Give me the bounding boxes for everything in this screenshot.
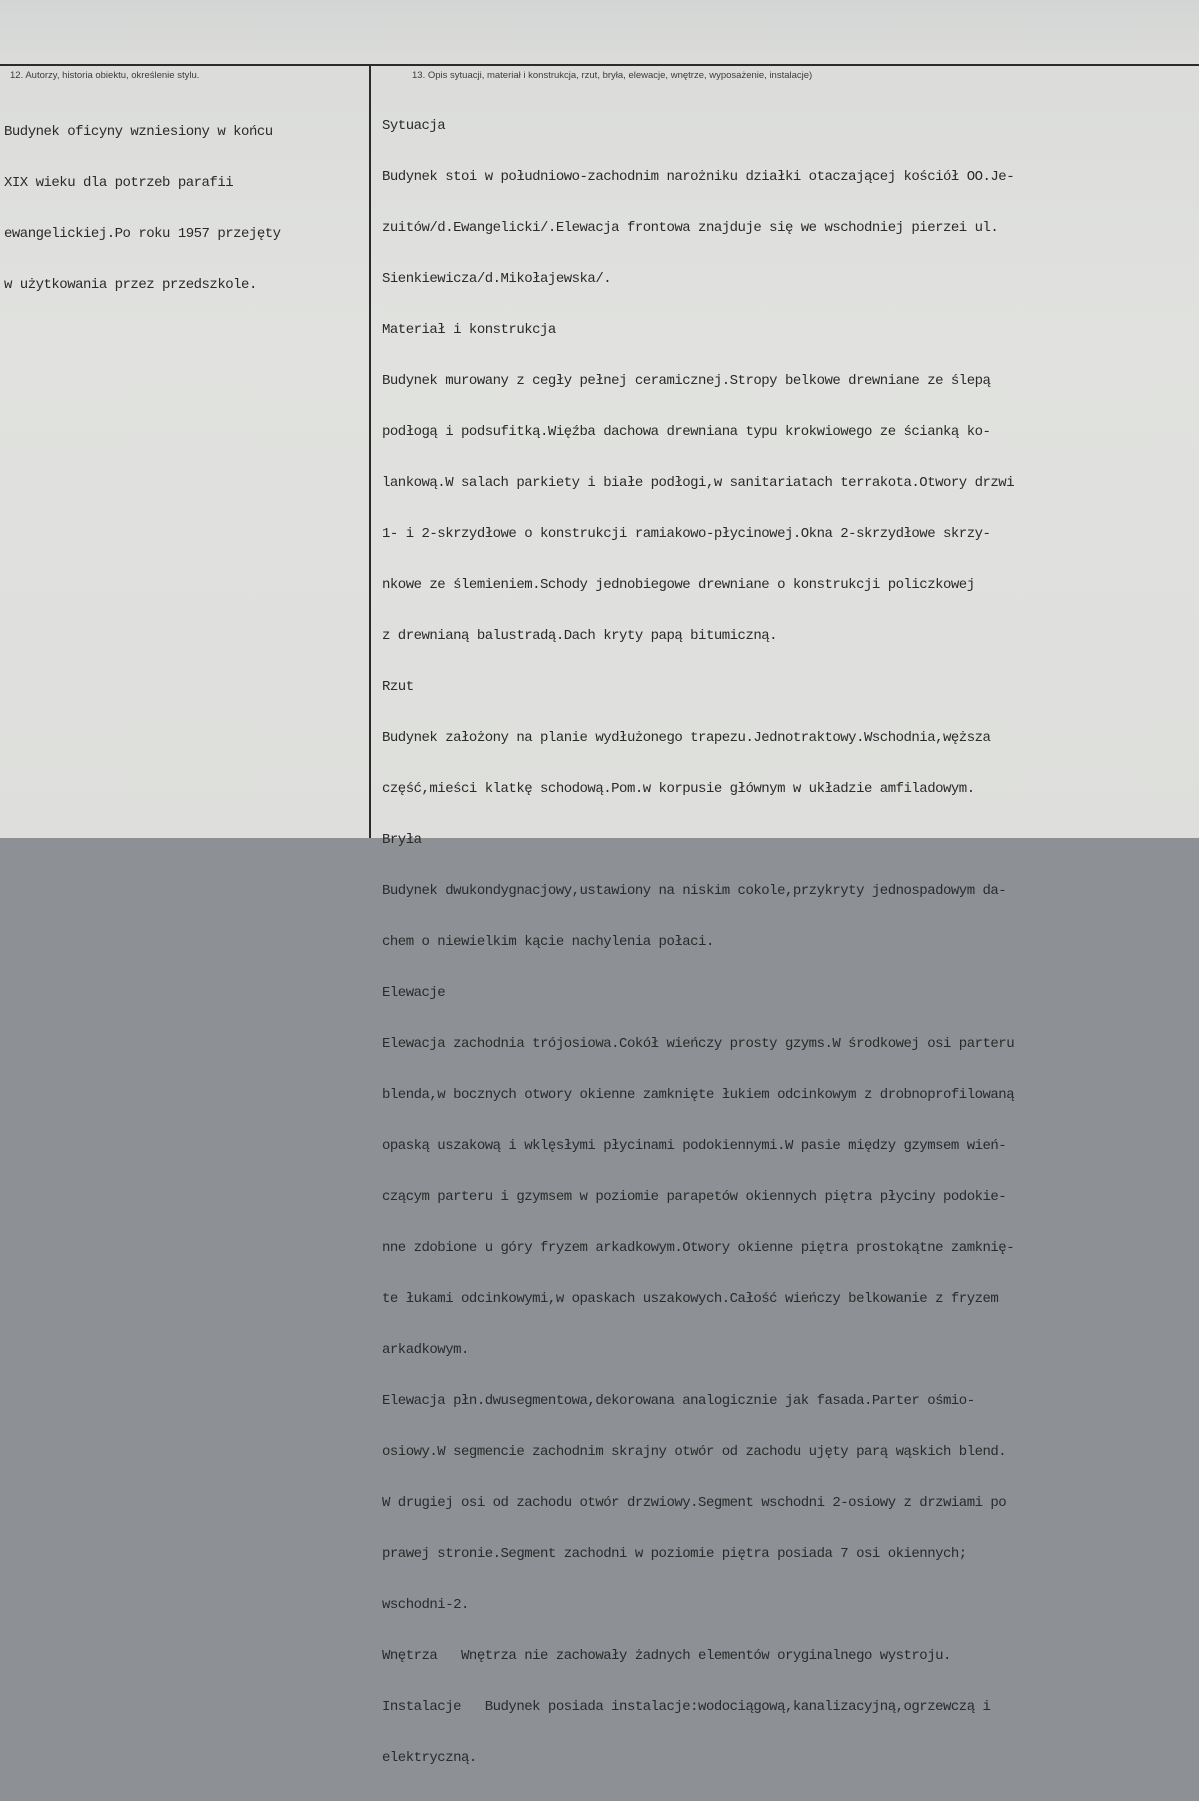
history-line: Budynek oficyny wzniesiony w końcu (4, 124, 273, 140)
description-line: elektryczną. (382, 1750, 477, 1766)
description-line: osiowy.W segmencie zachodnim skrajny otwór od zachodu ujęty parą wąskich blend. (382, 1444, 1007, 1460)
description-line: W drugiej osi od zachodu otwór drzwiowy.Segment wschodni 2-osiowy z drzwiami po (382, 1495, 1007, 1511)
description-line: Budynek dwukondygnacjowy,ustawiony na niskim cokole,przykryty jednospadowym da- (382, 883, 1007, 899)
description-line: z drewnianą balustradą.Dach kryty papą bitumiczną. (382, 628, 778, 644)
description-line: nne zdobione u góry fryzem arkadkowym.Otwory okienne piętra prostokątne zamknię- (382, 1240, 1015, 1256)
description-line: Elewacja zachodnia trójosiowa.Cokół wieńczy prosty gzyms.W środkowej osi parteru (382, 1036, 1015, 1052)
description-line: nkowe ze ślemieniem.Schody jednobiegowe drewniane o konstrukcji policzkowej (382, 577, 975, 593)
history-line: ewangelickiej.Po roku 1957 przejęty (4, 226, 281, 242)
description-line: prawej stronie.Segment zachodni w poziomie piętra posiada 7 osi okiennych; (382, 1546, 967, 1562)
column-divider (369, 64, 371, 838)
description-line: wschodni-2. (382, 1597, 469, 1613)
instalacje-line: Instalacje Budynek posiada instalacje:wodociągową,kanalizacyjną,ogrzewczą i (382, 1699, 991, 1715)
top-margin (0, 0, 1199, 60)
description-line: arkadkowym. (382, 1342, 469, 1358)
description-line: Budynek założony na planie wydłużonego trapezu.Jednotraktowy.Wschodnia,węższa (382, 730, 991, 746)
heading-elewacje: Elewacje (382, 985, 446, 1001)
description-text (382, 84, 1014, 1801)
description-line: czącym parteru i gzymsem w poziomie parapetów okiennych piętra płyciny podokie- (382, 1189, 1007, 1205)
description-line: 1- i 2-skrzydłowe o konstrukcji ramiakowo-płycinowej.Okna 2-skrzydłowe skrzy- (382, 526, 991, 542)
description-line: zuitów/d.Ewangelicki/.Elewacja frontowa znajduje się we wschodniej pierzei ul. (382, 220, 999, 236)
description-line: blenda,w bocznych otwory okienne zamknięte łukiem odcinkowym z drobnoprofilowaną (382, 1087, 1015, 1103)
description-line: opaską uszakową i wklęsłymi płycinami podokiennymi.W pasie między gzymsem wień- (382, 1138, 1007, 1154)
section-12-label: 12. Autorzy, historia obiektu, określenie stylu. (10, 70, 200, 81)
history-text (4, 90, 281, 328)
heading-bryla: Bryła (382, 832, 422, 848)
history-line: XIX wieku dla potrzeb parafii (4, 175, 234, 191)
description-line: te łukami odcinkowymi,w opaskach uszakowych.Całość wieńczy belkowanie z fryzem (382, 1291, 999, 1307)
description-line: lankową.W salach parkiety i białe podłogi,w sanitariatach terrakota.Otwory drzwi (382, 475, 1015, 491)
wnetrza-line: Wnętrza Wnętrza nie zachowały żadnych elementów oryginalnego wystroju. (382, 1648, 951, 1664)
heading-sytuacja: Sytuacja (382, 118, 446, 134)
heading-material: Materiał i konstrukcja (382, 322, 556, 338)
description-line: część,mieści klatkę schodową.Pom.w korpusie głównym w układzie amfiladowym. (382, 781, 975, 797)
header-divider (0, 64, 1199, 66)
description-line: Sienkiewicza/d.Mikołajewska/. (382, 271, 612, 287)
description-line: Budynek stoi w południowo-zachodnim narożniku działki otaczającej kościół OO.Je- (382, 169, 1015, 185)
description-line: chem o niewielkim kącie nachylenia połaci. (382, 934, 714, 950)
history-line: w użytkowania przez przedszkole. (4, 277, 257, 293)
description-line: podłogą i podsufitką.Więźba dachowa drewniana typu krokwiowego ze ścianką ko- (382, 424, 991, 440)
description-line: Budynek murowany z cegły pełnej ceramicznej.Stropy belkowe drewniane ze ślepą (382, 373, 991, 389)
description-line: Elewacja płn.dwusegmentowa,dekorowana analogicznie jak fasada.Parter ośmio- (382, 1393, 975, 1409)
section-13-label: 13. Opis sytuacji, materiał i konstrukcja, rzut, bryła, elewacje, wnętrze, wyposażenie, instalacje) (412, 70, 813, 81)
heading-rzut: Rzut (382, 679, 414, 695)
